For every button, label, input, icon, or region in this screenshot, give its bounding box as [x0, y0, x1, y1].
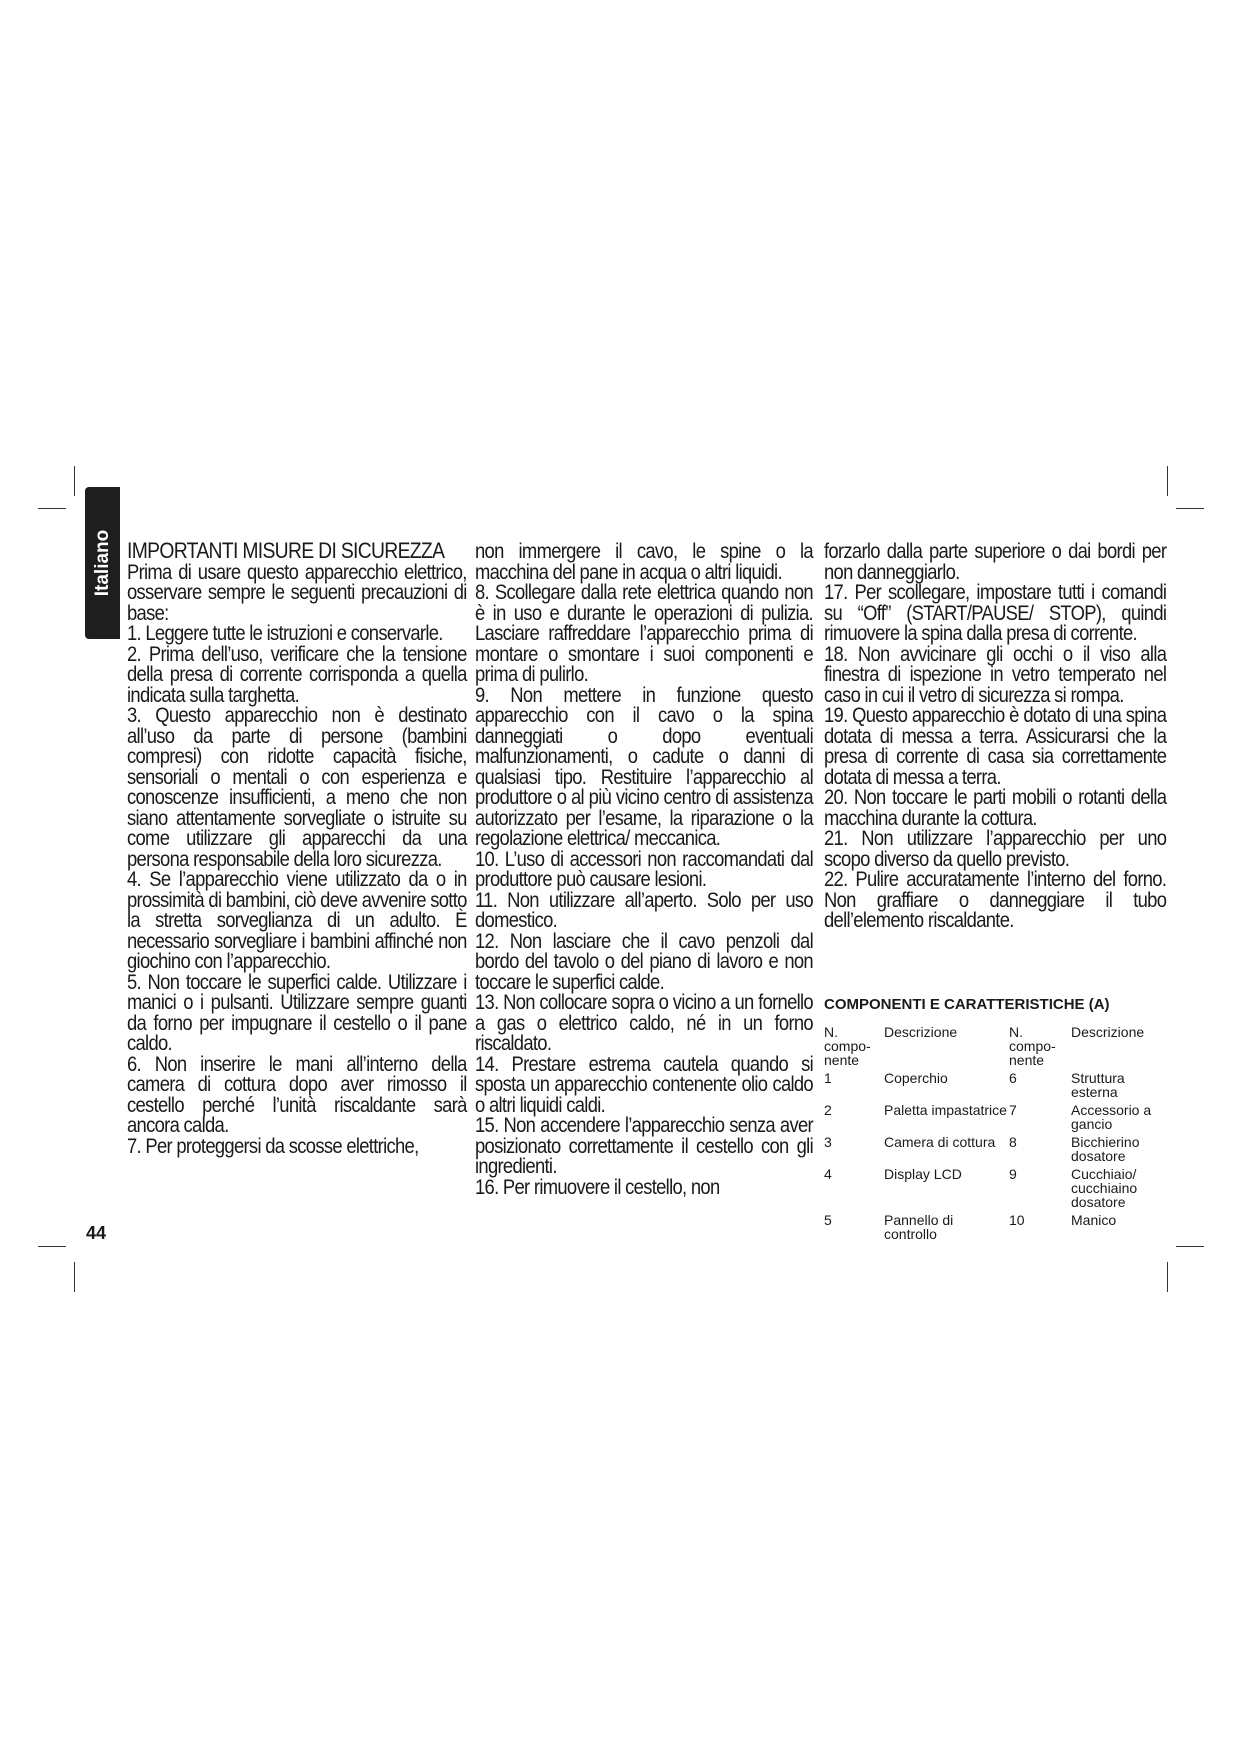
table-cell: Manico	[1071, 1212, 1117, 1228]
language-label: Italiano	[91, 529, 113, 597]
safety-item: 17. Per scollegare, impostare tutti i comandi su “Off” (START/PAUSE/ STOP), quindi rimuovere la spina dalla presa di corrente.	[824, 580, 1167, 645]
table-row	[824, 1099, 1166, 1131]
components-title: COMPONENTI E CARATTERISTICHE (A)	[824, 996, 1110, 1013]
table-cell: Accessorio a gancio	[1071, 1102, 1152, 1132]
crop-mark	[38, 508, 66, 509]
page-number: 44	[86, 1223, 107, 1243]
table-cell: Display LCD	[884, 1166, 962, 1182]
table-cell: Pannello di controllo	[884, 1212, 954, 1242]
crop-mark	[1176, 508, 1204, 509]
safety-item: 14. Prestare estrema cautela quando si sposta un apparecchio contenente olio caldo o altri liquidi caldi.	[475, 1051, 813, 1117]
table-cell: 7	[1009, 1102, 1017, 1118]
text-column-1	[127, 538, 467, 1158]
language-tab	[85, 487, 120, 639]
crop-mark	[1167, 466, 1168, 496]
table-cell: 1	[824, 1070, 832, 1086]
safety-item: 21. Non utilizzare l’apparecchio per uno scopo diverso da quello previsto.	[824, 826, 1167, 871]
crop-mark	[74, 1262, 75, 1292]
table-header: Descrizione	[1071, 1024, 1145, 1040]
safety-item: 5. Non toccare le superfici calde. Utilizzare i manici o i pulsanti. Utilizzare sempre guanti da forno per impugnare il cestello o il pane caldo.	[127, 969, 467, 1055]
table-cell: Paletta impastatrice	[884, 1102, 1007, 1118]
table-cell: 5	[824, 1212, 832, 1228]
safety-item: 13. Non collocare sopra o vicino a un fornello a gas o elettrico caldo, né in un forno riscaldato.	[475, 990, 813, 1055]
table-cell: 4	[824, 1166, 832, 1182]
table-header: Descrizione	[884, 1024, 958, 1040]
safety-item: 15. Non accendere l’apparecchio senza aver posizionato correttamente il cestello con gli ingredienti.	[475, 1113, 813, 1178]
table-header: N. compo-nente	[1009, 1024, 1056, 1068]
table-cell: Camera di cottura	[884, 1134, 996, 1150]
table-cell: 10	[1009, 1212, 1025, 1228]
section-title: IMPORTANTI MISURE DI SICUREZZA	[127, 538, 445, 563]
safety-item: 12. Non lasciare che il cavo penzoli dal bordo del tavolo o del piano di lavoro e non toccare le superfici calde.	[475, 928, 813, 994]
text-column-3	[824, 541, 1166, 931]
crop-mark	[38, 1246, 66, 1247]
safety-item: 10. L’uso di accessori non raccomandati dal produttore può causare lesioni.	[475, 846, 813, 891]
table-row	[824, 1067, 1166, 1099]
table-cell: Cucchiaio/ cucchiaino dosatore	[1071, 1166, 1138, 1210]
safety-item: 11. Non utilizzare all’aperto. Solo per uso domestico.	[475, 887, 813, 932]
safety-item: 1. Leggere tutte le istruzioni e conservarle.	[127, 621, 443, 645]
table-row	[824, 1131, 1166, 1163]
safety-item: 2. Prima dell’uso, verificare che la tensione della presa di corrente corrisponda a quella indicata sulla targhetta.	[127, 641, 467, 707]
safety-item: 6. Non inserire le mani all’interno della camera di cottura dopo aver rimosso il cestello perché l’unità riscaldante sarà ancora calda.	[127, 1051, 467, 1137]
table-cell: Struttura esterna	[1071, 1070, 1125, 1100]
text-column-2	[475, 541, 813, 1197]
safety-item: 3. Questo apparecchio non è destinato all’uso da parte di persone (bambini compresi) con ridotte capacità fisiche, sensoriali o mentali o con esperienza e conoscenze insufficienti, a meno che non siano attentamente sorvegliate o istruite su come utilizzare gli apparecchi da una persona responsabile della loro sicurezza.	[127, 703, 467, 871]
safety-item: 18. Non avvicinare gli occhi o il viso alla finestra di ispezione in vetro temperato nel caso in cui il vetro di sicurezza si rompa.	[824, 641, 1167, 707]
safety-item: 7. Per proteggersi da scosse elettriche,	[127, 1133, 419, 1158]
table-row	[824, 1163, 1166, 1209]
safety-item: forzarlo dalla parte superiore o dai bordi per non danneggiarlo.	[824, 539, 1167, 584]
intro-paragraph: Prima di usare questo apparecchio elettrico, osservare sempre le seguenti precauzioni di base:	[127, 559, 467, 625]
table-header: N. compo-nente	[824, 1024, 871, 1068]
safety-item: 22. Pulire accuratamente l’interno del forno. Non graffiare o danneggiare il tubo dell’elemento riscaldante.	[824, 867, 1167, 932]
crop-mark	[74, 466, 75, 496]
crop-mark	[1167, 1262, 1168, 1292]
table-cell: 9	[1009, 1166, 1017, 1182]
safety-item: 16. Per rimuovere il cestello, non	[475, 1174, 720, 1199]
safety-item: 20. Non toccare le parti mobili o rotanti della macchina durante la cottura.	[824, 785, 1167, 830]
table-cell: Bicchierino dosatore	[1071, 1134, 1140, 1164]
crop-mark	[1176, 1246, 1204, 1247]
table-row	[824, 1209, 1166, 1241]
table-cell: 2	[824, 1102, 832, 1118]
safety-item: 8. Scollegare dalla rete elettrica quando non è in uso e durante le operazioni di pulizia. Lasciare raffreddare l’apparecchio prima di montare o smontare i suoi componenti e prima di pulirlo.	[475, 580, 813, 686]
table-header-row	[824, 1025, 1166, 1067]
table-cell: 8	[1009, 1134, 1017, 1150]
components-table	[824, 1025, 1166, 1241]
table-cell: 6	[1009, 1070, 1017, 1086]
safety-item: non immergere il cavo, le spine o la macchina del pane in acqua o altri liquidi.	[475, 539, 813, 584]
table-cell: 3	[824, 1134, 832, 1150]
safety-item: 4. Se l’apparecchio viene utilizzato da o in prossimità di bambini, ciò deve avvenire sotto la stretta sorveglianza di un adulto. È necessario sorvegliare i bambini affinché non giochino con l’apparecchio.	[127, 867, 467, 973]
safety-item: 19. Questo apparecchio è dotato di una spina dotata di messa a terra. Assicurarsi che la presa di corrente di casa sia correttamente dotata di messa a terra.	[824, 703, 1167, 789]
safety-item: 9. Non mettere in funzione questo apparecchio con il cavo o la spina danneggiati o dopo eventuali malfunzionamenti, o cadute o danni di qualsiasi tipo. Restituire l’apparecchio al produttore o al più vicino centro di assistenza autorizzato per l’esame, la riparazione o la regolazione elettrica/ meccanica.	[475, 682, 813, 850]
table-cell: Coperchio	[884, 1070, 948, 1086]
